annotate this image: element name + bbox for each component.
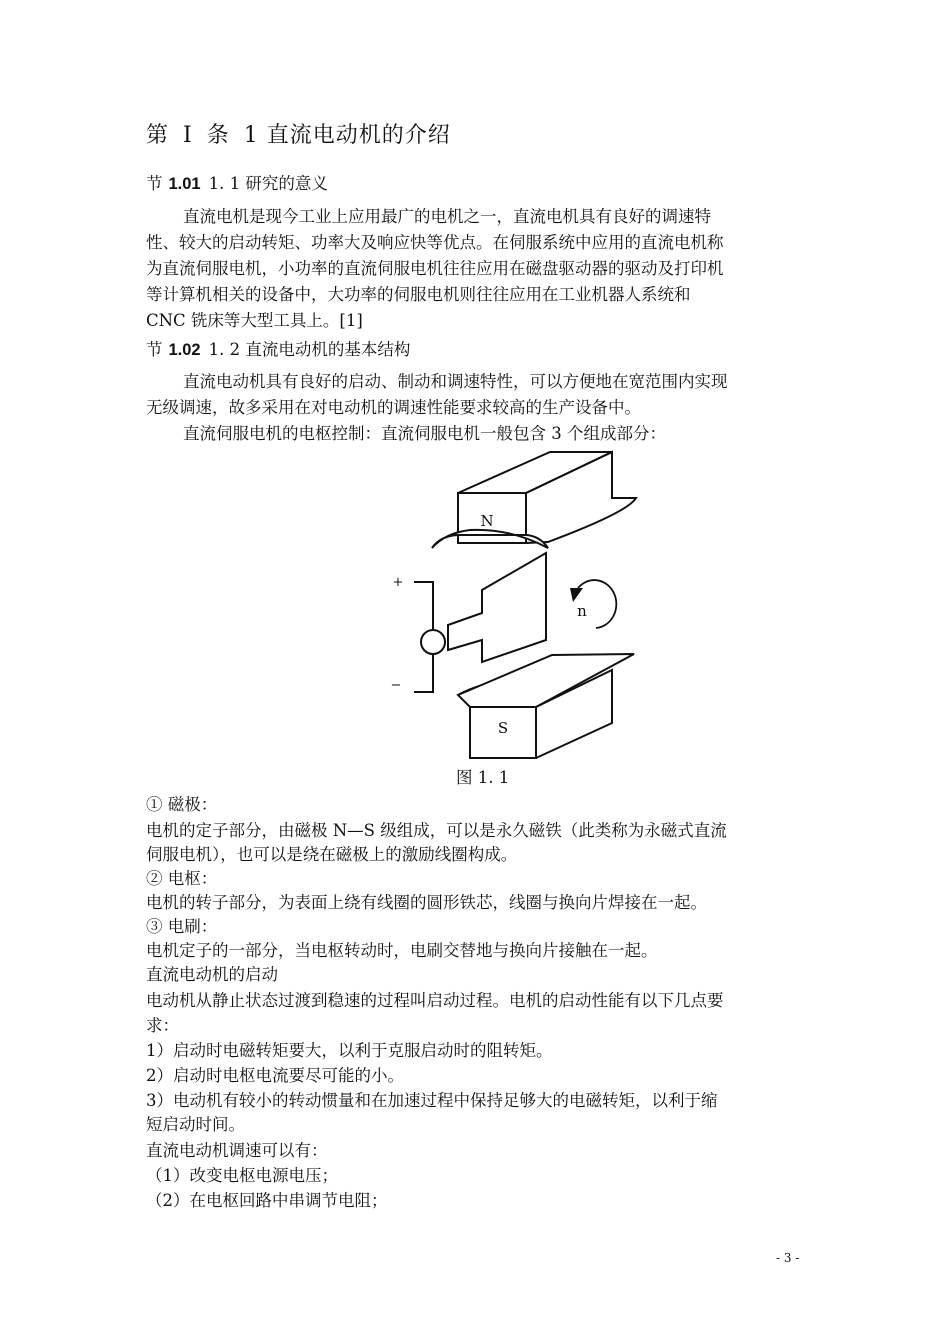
body-line: （1）改变电枢电源电压； [146, 1166, 338, 1185]
plus-label: + [392, 575, 404, 590]
figure-caption: 图 1. 1 [456, 768, 510, 787]
body-line: 伺服电机），也可以是绕在磁极上的激励线圈构成。 [146, 845, 518, 864]
paragraph-line: 直流伺服电机的电枢控制：直流伺服电机一般包含 3 个组成部分： [183, 424, 666, 443]
body-line: ③ 电刷： [146, 917, 218, 936]
body-line: 2）启动时电枢电流要尽可能的小。 [146, 1066, 404, 1085]
chapter-word: 条 [206, 123, 230, 148]
dc-motor-diagram [380, 445, 640, 765]
body-line: 电机定子的一部分，当电枢转动时，电刷交替地与换向片接触在一起。 [146, 941, 658, 960]
chapter-prefix: 第 [146, 123, 170, 148]
rotation-label: n [577, 602, 587, 620]
paragraph-line: 性、较大的启动转矩、功率大及响应快等优点。在伺服系统中应用的直流电机称 [146, 233, 724, 252]
paragraph-line: 无级调速，故多采用在对电动机的调速性能要求较高的生产设备中。 [146, 398, 641, 417]
minus-label: − [390, 678, 402, 693]
paragraph-line: CNC 铣床等大型工具上。[1] [146, 311, 363, 330]
paragraph-line: 等计算机相关的设备中，大功率的伺服电机则往往应用在工业机器人系统和 [146, 285, 691, 304]
section-number: 1.01 [168, 175, 201, 193]
section-number: 1.02 [168, 341, 201, 359]
paragraph-line: 直流电机是现今工业上应用最广的电机之一，直流电机具有良好的调速特 [183, 207, 711, 226]
section-title: 1. 2 直流电动机的基本结构 [208, 340, 411, 359]
section-prefix: 节 [146, 174, 163, 193]
brush-lead-bottom [414, 654, 433, 692]
paragraph-line: 直流电动机具有良好的启动、制动和调速特性，可以方便地在宽范围内实现 [183, 372, 728, 391]
body-line: 求： [146, 1016, 179, 1035]
north-label: N [480, 512, 494, 530]
armature [448, 553, 546, 662]
rotation-arrowhead [570, 588, 583, 602]
body-line: 3）电动机有较小的转动惯量和在加速过程中保持足够大的电磁转矩，以利于缩 [146, 1091, 718, 1110]
body-line: 直流电动机调速可以有： [146, 1141, 328, 1160]
body-line: ② 电枢： [146, 869, 218, 888]
body-line: ① 磁极： [146, 795, 218, 814]
north-pole-top [458, 452, 612, 493]
body-line: 1）启动时电磁转矩要大，以利于克服启动时的阻转矩。 [146, 1041, 553, 1060]
section-prefix: 节 [146, 340, 163, 359]
chapter-number: I [183, 123, 193, 148]
page-number: - 3 - [776, 1251, 800, 1265]
body-line: 电机的定子部分，由磁极 N—S 级组成，可以是永久磁铁（此类称为永磁式直流 [146, 821, 727, 840]
chapter-heading [146, 121, 465, 151]
body-line: 电机的转子部分，为表面上绕有线圈的圆形铁芯，线圈与换向片焊接在一起。 [146, 893, 707, 912]
section-heading-1 [146, 172, 328, 196]
south-label: S [497, 719, 509, 737]
body-line: （2）在电枢回路中串调节电阻； [146, 1191, 388, 1210]
section-heading-2 [146, 338, 410, 362]
north-pole-side [526, 452, 636, 543]
brush-lead-top [414, 582, 433, 630]
body-line: 电动机从静止状态过渡到稳速的过程叫启动过程。电机的启动性能有以下几点要 [146, 991, 724, 1010]
paragraph-line: 为直流伺服电机，小功率的直流伺服电机往往应用在磁盘驱动器的驱动及打印机 [146, 259, 724, 278]
chapter-title: 1 直流电动机的介绍 [243, 123, 451, 148]
section-title: 1. 1 研究的意义 [208, 174, 328, 193]
body-line: 短启动时间。 [146, 1115, 245, 1134]
commutator-icon [421, 630, 445, 654]
body-line: 直流电动机的启动 [146, 965, 278, 984]
